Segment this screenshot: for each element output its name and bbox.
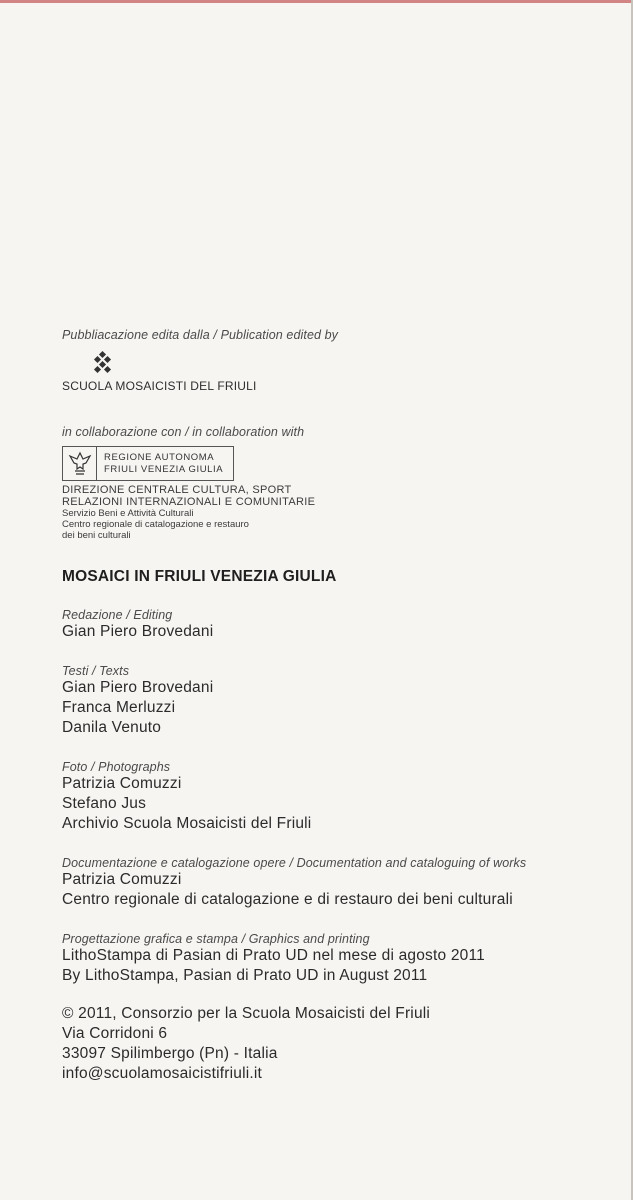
photographs-label: Foto / Photographs: [62, 760, 171, 774]
graphics-line: LithoStampa di Pasian di Prato UD nel mese di agosto 2011: [62, 947, 485, 964]
department-line-1: DIREZIONE CENTRALE CULTURA, SPORT: [62, 484, 292, 496]
publication-label: Pubbliacazione edita dalla / Publication edited by: [62, 328, 339, 342]
texts-name: Gian Piero Brovedani: [62, 679, 214, 696]
mosaic-diamond-icon: [92, 352, 114, 374]
address-city: 33097 Spilimbergo (Pn) - Italia: [62, 1045, 278, 1062]
texts-name: Franca Merluzzi: [62, 699, 176, 716]
documentation-credit: [62, 856, 622, 910]
editing-credit: [62, 608, 622, 642]
graphics-line: By LithoStampa, Pasian di Prato UD in August 2011: [62, 967, 428, 984]
collaboration-label: in collaborazione con / in collaboration with: [62, 425, 305, 439]
graphics-credit: [62, 932, 622, 986]
department-line-3: Servizio Beni e Attività Culturali: [62, 508, 194, 519]
region-line-2: FRIULI VENEZIA GIULIA: [104, 463, 224, 475]
texts-name: Danila Venuto: [62, 719, 162, 736]
book-title: MOSAICI IN FRIULI VENEZIA GIULIA: [62, 568, 337, 585]
copyright-block: [62, 1004, 622, 1084]
region-logo: [62, 446, 234, 481]
eagle-emblem-icon: [63, 447, 97, 480]
photographs-name: Patrizia Comuzzi: [62, 775, 182, 792]
department-block: [62, 484, 622, 541]
copyright-line: © 2011, Consorzio per la Scuola Mosaicisti del Friuli: [62, 1005, 431, 1022]
department-line-5: dei beni culturali: [62, 530, 131, 541]
region-name: [97, 452, 223, 476]
colophon: [62, 328, 622, 1084]
department-line-4: Centro regionale di catalogazione e restauro: [62, 519, 249, 530]
page-top-edge: [0, 0, 633, 3]
documentation-label: Documentazione e catalogazione opere / Documentation and cataloguing of works: [62, 856, 527, 870]
address-street: Via Corridoni 6: [62, 1025, 168, 1042]
texts-label: Testi / Texts: [62, 664, 130, 678]
department-line-2: RELAZIONI INTERNAZIONALI E COMUNITARIE: [62, 496, 316, 508]
photographs-credit: [62, 760, 622, 834]
graphics-label: Progettazione grafica e stampa / Graphics and printing: [62, 932, 370, 946]
editing-name: Gian Piero Brovedani: [62, 623, 214, 640]
school-name: SCUOLA MOSAICISTI DEL FRIULI: [62, 379, 257, 393]
photographs-name: Stefano Jus: [62, 795, 147, 812]
texts-credit: [62, 664, 622, 738]
region-line-1: REGIONE AUTONOMA: [104, 451, 215, 463]
photographs-name: Archivio Scuola Mosaicisti del Friuli: [62, 815, 312, 832]
editing-label: Redazione / Editing: [62, 608, 173, 622]
documentation-name: Patrizia Comuzzi: [62, 871, 182, 888]
documentation-name: Centro regionale di catalogazione e di restauro dei beni culturali: [62, 891, 513, 908]
contact-email: info@scuolamosaicistifriuli.it: [62, 1065, 263, 1082]
